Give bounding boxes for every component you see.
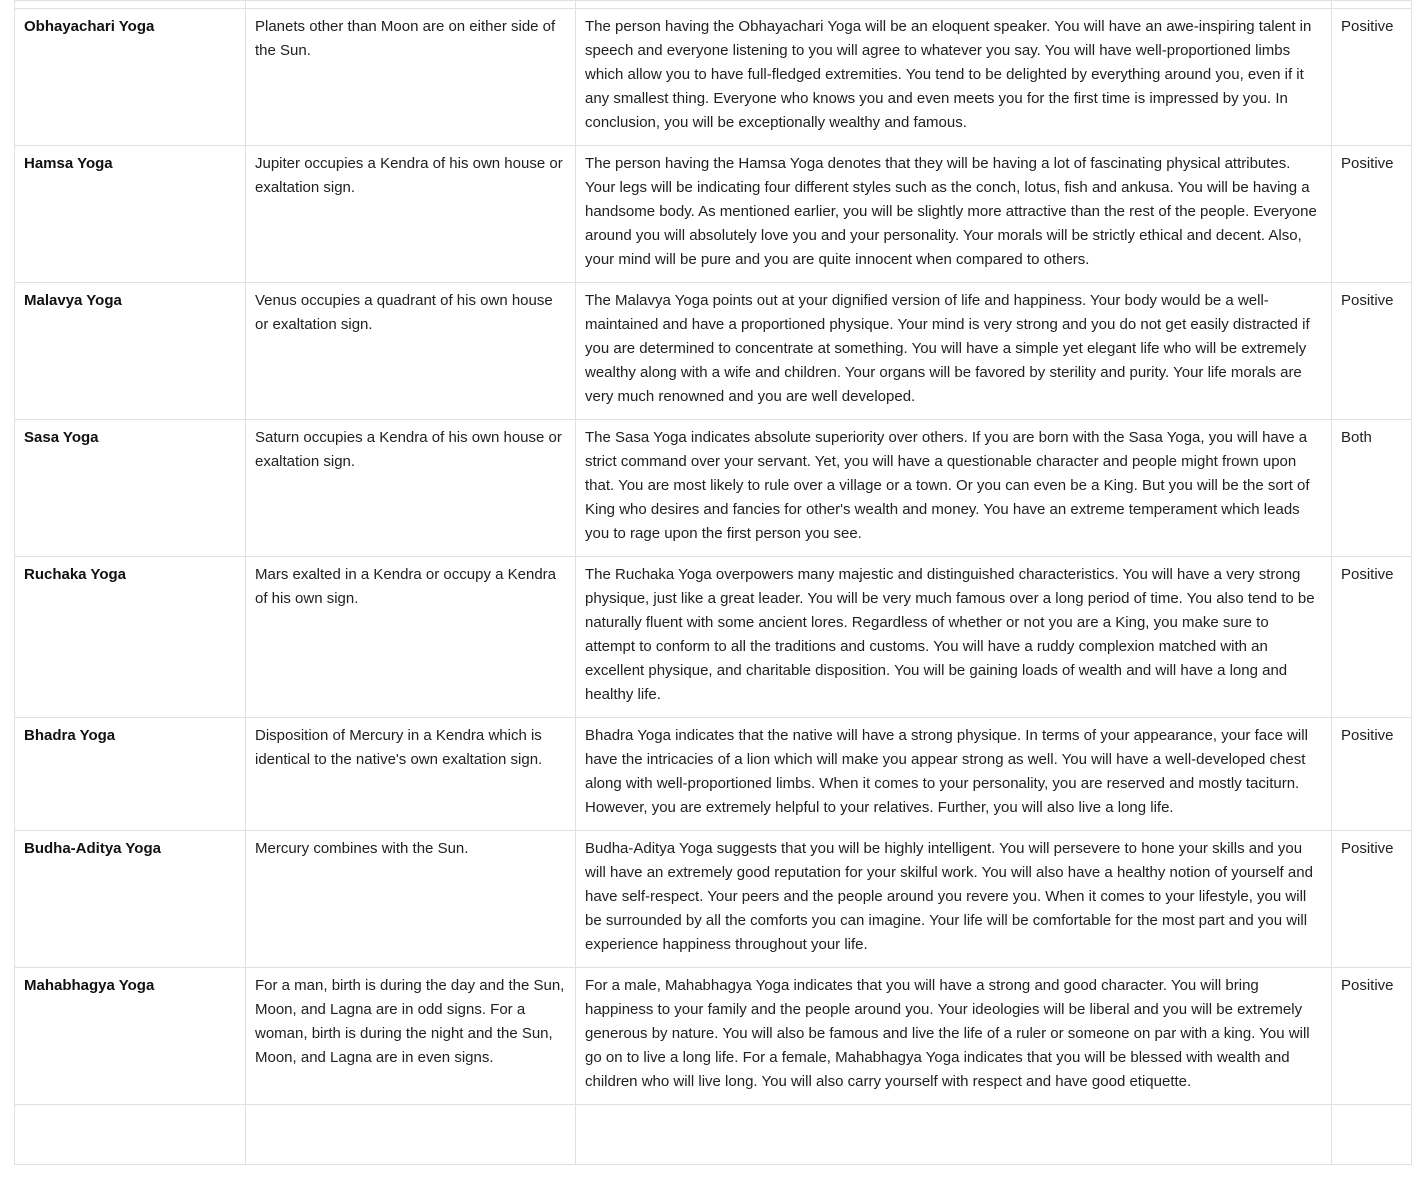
- yoga-result-cell: Both: [1332, 420, 1412, 557]
- yoga-name-cell: Obhayachari Yoga: [15, 9, 246, 146]
- yoga-description-cell: The person having the Hamsa Yoga denotes that they will be having a lot of fascinating physical attributes. Your legs will be indicating four different styles such as the conch, lotus, fish and ankusa. You will be having a handsome body. As mentioned earlier, you will be slightly more attractive than the rest of the people. Everyone around you will absolutely love you and your personality. Your morals will be strictly ethical and decent. Also, your mind will be pure and you are quite innocent when compared to others.: [576, 146, 1332, 283]
- empty-cell: [1332, 1, 1412, 9]
- table-row: [15, 420, 1412, 557]
- yoga-table: [14, 0, 1412, 1165]
- empty-cell: [15, 1105, 246, 1165]
- yoga-name-cell: Ruchaka Yoga: [15, 557, 246, 718]
- yoga-table-body: [15, 1, 1412, 1165]
- yoga-name-cell: Bhadra Yoga: [15, 718, 246, 831]
- yoga-result-cell: Positive: [1332, 557, 1412, 718]
- yoga-condition-cell: Planets other than Moon are on either side of the Sun.: [246, 9, 576, 146]
- table-row: [15, 9, 1412, 146]
- yoga-condition-cell: Mars exalted in a Kendra or occupy a Kendra of his own sign.: [246, 557, 576, 718]
- table-row: [15, 283, 1412, 420]
- empty-cell: [576, 1, 1332, 9]
- empty-cell: [246, 1105, 576, 1165]
- yoga-description-cell: The Ruchaka Yoga overpowers many majestic and distinguished characteristics. You will have a very strong physique, just like a great leader. You will be very much famous over a long period of time. You also tend to be naturally fluent with some ancient lores. Regardless of whether or not you are a King, you make sure to attempt to conform to all the traditions and customs. You will have a ruddy complexion matched with an excellent physique, and charitable disposition. You will be gaining loads of wealth and will have a long and healthy life.: [576, 557, 1332, 718]
- yoga-name-cell: Sasa Yoga: [15, 420, 246, 557]
- yoga-result-cell: Positive: [1332, 718, 1412, 831]
- table-row: [15, 968, 1412, 1105]
- table-row-clipped-top: [15, 1, 1412, 9]
- yoga-condition-cell: Jupiter occupies a Kendra of his own house or exaltation sign.: [246, 146, 576, 283]
- yoga-description-cell: The person having the Obhayachari Yoga will be an eloquent speaker. You will have an awe-inspiring talent in speech and everyone listening to you will agree to whatever you say. You will have well-proportioned limbs which allow you to have full-fledged extremities. You tend to be delighted by everything around you, even if it any smallest thing. Everyone who knows you and even meets you for the first time is impressed by you. In conclusion, you will be exceptionally wealthy and famous.: [576, 9, 1332, 146]
- yoga-description-cell: The Sasa Yoga indicates absolute superiority over others. If you are born with the Sasa Yoga, you will have a strict command over your servant. Yet, you will have a questionable character and people might frown upon that. You are most likely to rule over a village or a town. Or you can even be a King. But you will be the sort of King who desires and fancies for other's wealth and money. You have an extreme temperament which leads you to rage upon the first person you see.: [576, 420, 1332, 557]
- yoga-result-cell: Positive: [1332, 968, 1412, 1105]
- yoga-result-cell: Positive: [1332, 283, 1412, 420]
- empty-cell: [1332, 1105, 1412, 1165]
- empty-cell: [576, 1105, 1332, 1165]
- empty-cell: [15, 1, 246, 9]
- table-row: [15, 557, 1412, 718]
- yoga-result-cell: Positive: [1332, 831, 1412, 968]
- yoga-description-cell: For a male, Mahabhagya Yoga indicates that you will have a strong and good character. You will bring happiness to your family and the people around you. Your ideologies will be liberal and you will be extremely generous by nature. You will also be famous and live the life of a ruler or someone on par with a king. You will go on to live a long life. For a female, Mahabhagya Yoga indicates that you will be blessed with wealth and children who will live long. You will also carry yourself with respect and have good etiquette.: [576, 968, 1332, 1105]
- yoga-condition-cell: Saturn occupies a Kendra of his own house or exaltation sign.: [246, 420, 576, 557]
- yoga-condition-cell: Mercury combines with the Sun.: [246, 831, 576, 968]
- yoga-name-cell: Mahabhagya Yoga: [15, 968, 246, 1105]
- empty-cell: [246, 1, 576, 9]
- yoga-condition-cell: For a man, birth is during the day and the Sun, Moon, and Lagna are in odd signs. For a woman, birth is during the night and the Sun, Moon, and Lagna are in even signs.: [246, 968, 576, 1105]
- yoga-table-container: [14, 0, 1411, 1165]
- yoga-name-cell: Malavya Yoga: [15, 283, 246, 420]
- yoga-description-cell: Budha-Aditya Yoga suggests that you will be highly intelligent. You will persevere to hone your skills and you will have an extremely good reputation for your skilful work. You will also have a healthy notion of yourself and have self-respect. Your peers and the people around you revere you. When it comes to your lifestyle, you will be surrounded by all the comforts you can imagine. Your life will be comfortable for the most part and you will experience happiness throughout your life.: [576, 831, 1332, 968]
- yoga-condition-cell: Venus occupies a quadrant of his own house or exaltation sign.: [246, 283, 576, 420]
- yoga-description-cell: The Malavya Yoga points out at your dignified version of life and happiness. Your body would be a well-maintained and have a proportioned physique. Your mind is very strong and you do not get easily distracted if you are determined to concentrate at something. You will have a simple yet elegant life who will be extremely wealthy along with a wife and children. Your organs will be favored by sterility and purity. Your life morals are very much renowned and you are well developed.: [576, 283, 1332, 420]
- yoga-result-cell: Positive: [1332, 146, 1412, 283]
- yoga-name-cell: Hamsa Yoga: [15, 146, 246, 283]
- yoga-description-cell: Bhadra Yoga indicates that the native will have a strong physique. In terms of your appearance, your face will have the intricacies of a lion which will make you appear strong as well. You will have a well-developed chest along with well-proportioned limbs. When it comes to your personality, you are reserved and mostly taciturn. However, you are extremely helpful to your relatives. Further, you will also live a long life.: [576, 718, 1332, 831]
- table-row: [15, 831, 1412, 968]
- yoga-result-cell: Positive: [1332, 9, 1412, 146]
- yoga-condition-cell: Disposition of Mercury in a Kendra which is identical to the native's own exaltation sign.: [246, 718, 576, 831]
- yoga-name-cell: Budha-Aditya Yoga: [15, 831, 246, 968]
- table-row: [15, 718, 1412, 831]
- table-row-clipped-bottom: [15, 1105, 1412, 1165]
- table-row: [15, 146, 1412, 283]
